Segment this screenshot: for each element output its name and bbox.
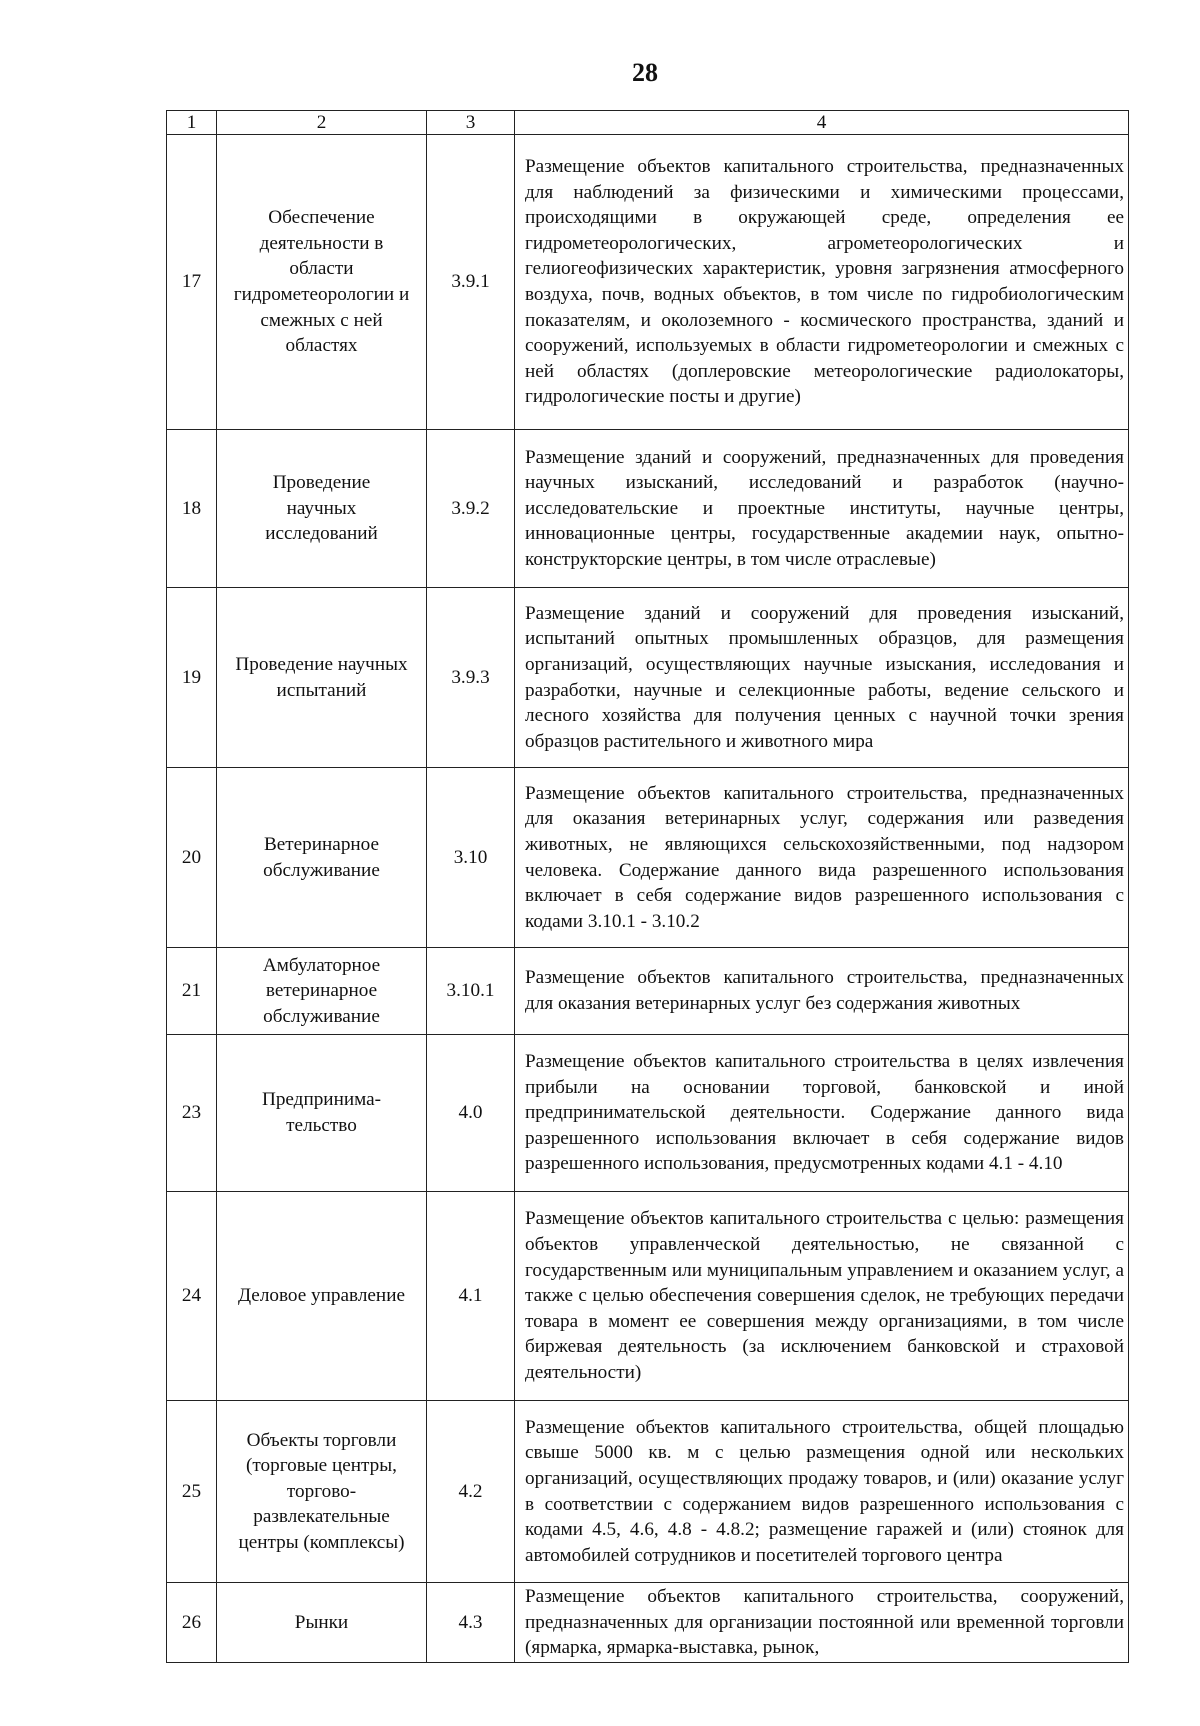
use-type-code: 4.1 — [427, 1192, 515, 1401]
use-type-name: Проведение научных испытаний — [217, 588, 427, 768]
table-row — [167, 430, 1129, 588]
use-type-code: 4.0 — [427, 1035, 515, 1192]
use-type-code: 3.10.1 — [427, 948, 515, 1035]
row-number: 26 — [167, 1583, 217, 1663]
column-header: 2 — [217, 111, 427, 135]
use-type-code: 3.9.2 — [427, 430, 515, 588]
table-row — [167, 1583, 1129, 1663]
row-number: 23 — [167, 1035, 217, 1192]
use-type-name: Обеспечение деятельности в области гидрометеорологии и смежных с ней областях — [217, 135, 427, 430]
use-type-name: Ветеринарное обслуживание — [217, 768, 427, 948]
land-use-table — [166, 110, 1129, 1663]
use-type-code: 3.9.3 — [427, 588, 515, 768]
use-type-description: Размещение объектов капитального строительства, предназначенных для оказания ветеринарных услуг без содержания животных — [515, 948, 1129, 1035]
use-type-description: Размещение объектов капитального строительства, предназначенных для оказания ветеринарных услуг, содержания или разведения животных, не являющихся сельскохозяйственными, под надзором человека. Содержание данного вида разрешенного использования включает в себя содержание видов разрешенного использования с кодами 3.10.1 - 3.10.2 — [515, 768, 1129, 948]
use-type-description: Размещение зданий и сооружений для проведения изысканий, испытаний опытных промышленных образцов, для размещения организаций, осуществляющих научные изыскания, исследования и разработки, научные и селекционные работы, ведение сельского и лесного хозяйства для получения ценных с научной точки зрения образцов растительного и животного мира — [515, 588, 1129, 768]
use-type-name: Амбулаторное ветеринарное обслуживание — [217, 948, 427, 1035]
use-type-name: Проведение научных исследований — [217, 430, 427, 588]
use-type-code: 3.9.1 — [427, 135, 515, 430]
use-type-description: Размещение объектов капитального строительства, предназначенных для наблюдений за физическими и химическими процессами, происходящими в окружающей среде, определения ее гидрометеорологических, агрометеорологических и гелиогеофизических характеристик, уровня загрязнения атмосферного воздуха, почв, водных объектов, в том числе по гидробиологическим показателям, и околоземного - космического пространства, зданий и сооружений, используемых в области гидрометеорологии и смежных с ней областях (доплеровские метеорологические радиолокаторы, гидрологические посты и другие) — [515, 135, 1129, 430]
table-row — [167, 768, 1129, 948]
use-type-name: Предпринима-тельство — [217, 1035, 427, 1192]
use-type-name: Рынки — [217, 1583, 427, 1663]
use-type-code: 4.2 — [427, 1401, 515, 1583]
use-type-description: Размещение объектов капитального строительства в целях извлечения прибыли на основании торговой, банковской и иной предпринимательской деятельности. Содержание данного вида разрешенного использования включает в себя содержание видов разрешенного использования, предусмотренных кодами 4.1 - 4.10 — [515, 1035, 1129, 1192]
row-number: 17 — [167, 135, 217, 430]
column-header: 1 — [167, 111, 217, 135]
table-row — [167, 1035, 1129, 1192]
table-row — [167, 948, 1129, 1035]
row-number: 19 — [167, 588, 217, 768]
page-number: 28 — [632, 58, 658, 87]
use-type-code: 3.10 — [427, 768, 515, 948]
table-row — [167, 1401, 1129, 1583]
table-header-row — [167, 111, 1129, 135]
table-row — [167, 135, 1129, 430]
row-number: 20 — [167, 768, 217, 948]
use-type-name: Объекты торговли (торговые центры, торгово-развлекательные центры (комплексы) — [217, 1401, 427, 1583]
column-header: 3 — [427, 111, 515, 135]
row-number: 25 — [167, 1401, 217, 1583]
table-row — [167, 588, 1129, 768]
column-header: 4 — [515, 111, 1129, 135]
use-type-description: Размещение объектов капитального строительства, сооружений, предназначенных для организации постоянной или временной торговли (ярмарка, ярмарка-выставка, рынок, — [515, 1583, 1129, 1663]
table-row — [167, 1192, 1129, 1401]
use-type-description: Размещение зданий и сооружений, предназначенных для проведения научных изысканий, исследований и разработок (научно-исследовательские и проектные институты, научные центры, инновационные центры, государственные академии наук, опытно-конструкторские центры, в том числе отраслевые) — [515, 430, 1129, 588]
row-number: 21 — [167, 948, 217, 1035]
use-type-name: Деловое управление — [217, 1192, 427, 1401]
use-type-description: Размещение объектов капитального строительства с целью: размещения объектов управленческой деятельностью, не связанной с государственным или муниципальным управлением и оказанием услуг, а также с целью обеспечения совершения сделок, не требующих передачи товара в момент ее совершения между организациями, в том числе биржевая деятельность (за исключением банковской и страховой деятельности) — [515, 1192, 1129, 1401]
row-number: 18 — [167, 430, 217, 588]
use-type-description: Размещение объектов капитального строительства, общей площадью свыше 5000 кв. м с целью размещения одной или нескольких организаций, осуществляющих продажу товаров, и (или) оказание услуг в соответствии с содержанием видов разрешенного использования с кодами 4.5, 4.6, 4.8 - 4.8.2; размещение гаражей и (или) стоянок для автомобилей сотрудников и посетителей торгового центра — [515, 1401, 1129, 1583]
row-number: 24 — [167, 1192, 217, 1401]
use-type-code: 4.3 — [427, 1583, 515, 1663]
